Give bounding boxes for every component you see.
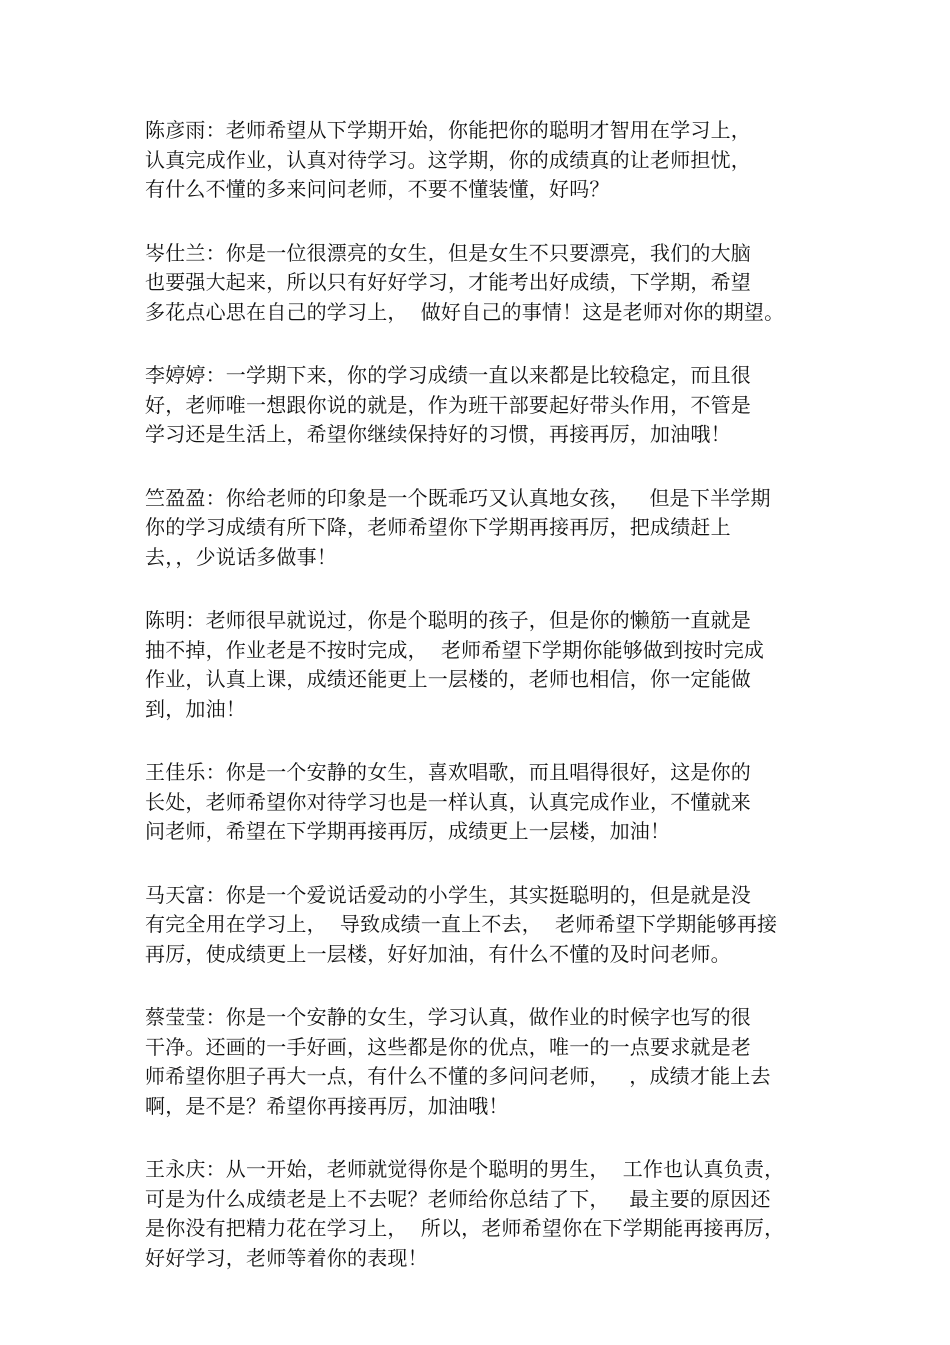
comment-line: 也要强大起来，所以只有好好学习，才能考出好成绩，下学期，希望 <box>145 270 751 294</box>
comment-chen-ming <box>145 606 935 724</box>
comment-wang-jiale <box>145 758 935 847</box>
comment-zhu-yingying <box>145 484 935 573</box>
comment-line: 去，，少说话多做事！ <box>145 544 337 569</box>
comment-line: 你的学习成绩有所下降，老师希望你下学期再接再厉，把成绩赶上 <box>145 515 731 539</box>
comment-line: 岑仕兰：你是一位很漂亮的女生，但是女生不只要漂亮，我们的大脑 <box>145 240 751 265</box>
teacher-comments <box>145 116 935 1307</box>
comment-line: 好，老师唯一想跟你说的就是，作为班干部要起好带头作用，不管是 <box>145 392 751 417</box>
comment-line: 陈彦雨：老师希望从下学期开始，你能把你的聪明才智用在学习上， <box>145 118 751 142</box>
comment-line: 竺盈盈：你给老师的印象是一个既乖巧又认真地女孩， 但是下半学期 <box>145 485 771 510</box>
comment-line: 多花点心思在自己的学习上， 做好自己的事情！这是老师对你的期望。 <box>145 299 785 324</box>
comment-line: 李婷婷：一学期下来，你的学习成绩一直以来都是比较稳定，而且很 <box>145 363 751 387</box>
comment-line: 有什么不懂的多来问问老师，不要不懂装懂，好吗？ <box>145 177 610 201</box>
comment-line: 好好学习，老师等着你的表现！ <box>145 1245 428 1270</box>
comment-line: 干净。还画的一手好画，这些都是你的优点，唯一的一点要求就是老 <box>145 1034 751 1059</box>
comment-line: 可是为什么成绩老是上不去呢？老师给你总结了下， 最主要的原因还 <box>145 1186 771 1211</box>
comment-line: 到，加油！ <box>145 696 246 721</box>
comment-li-tingting <box>145 361 935 450</box>
comment-line: 有完全用在学习上， 导致成绩一直上不去， 老师希望下学期能够再接 <box>145 912 778 936</box>
comment-line: 王永庆：从一开始，老师就觉得你是个聪明的男生， 工作也认真负责， <box>145 1157 785 1181</box>
comment-line: 问老师，希望在下学期再接再厉，成绩更上一层楼，加油！ <box>145 819 671 843</box>
comment-line: 认真完成作业，认真对待学习。这学期，你的成绩真的让老师担忧， <box>145 147 751 172</box>
comment-line: 师希望你胆子再大一点，有什么不懂的多问问老师， ，成绩才能上去 <box>145 1064 771 1088</box>
comment-line: 抽不掉，作业老是不按时完成， 老师希望下学期你能够做到按时完成 <box>145 637 765 662</box>
comment-ma-tianfu <box>145 881 935 970</box>
comment-line: 是你没有把精力花在学习上， 所以，老师希望你在下学期能再接再厉， <box>145 1216 785 1240</box>
comment-line: 啊，是不是？希望你再接再厉，加油哦！ <box>145 1093 509 1118</box>
comment-chen-yanyu <box>145 116 935 205</box>
comment-cen-shilan <box>145 239 935 328</box>
comment-line: 学习还是生活上，希望你继续保持好的习惯，再接再厉，加油哦！ <box>145 422 731 446</box>
comment-line: 王佳乐：你是一个安静的女生，喜欢唱歌，而且唱得很好，这是你的 <box>145 760 751 784</box>
comment-line: 作业，认真上课，成绩还能更上一层楼的，老师也相信，你一定能做 <box>145 667 751 691</box>
comment-line: 蔡莹莹：你是一个安静的女生，学习认真，做作业的时候字也写的很 <box>145 1005 751 1029</box>
comment-wang-yongqing <box>145 1155 935 1273</box>
comment-cai-yingying <box>145 1003 935 1121</box>
comment-line: 陈明：老师很早就说过，你是个聪明的孩子，但是你的懒筋一直就是 <box>145 608 751 632</box>
comment-line: 再厉，使成绩更上一层楼，好好加油，有什么不懂的及时问老师。 <box>145 941 731 966</box>
comment-line: 马天富：你是一个爱说话爱动的小学生，其实挺聪明的，但是就是没 <box>145 882 751 907</box>
comment-line: 长处，老师希望你对待学习也是一样认真，认真完成作业，不懂就来 <box>145 789 751 814</box>
